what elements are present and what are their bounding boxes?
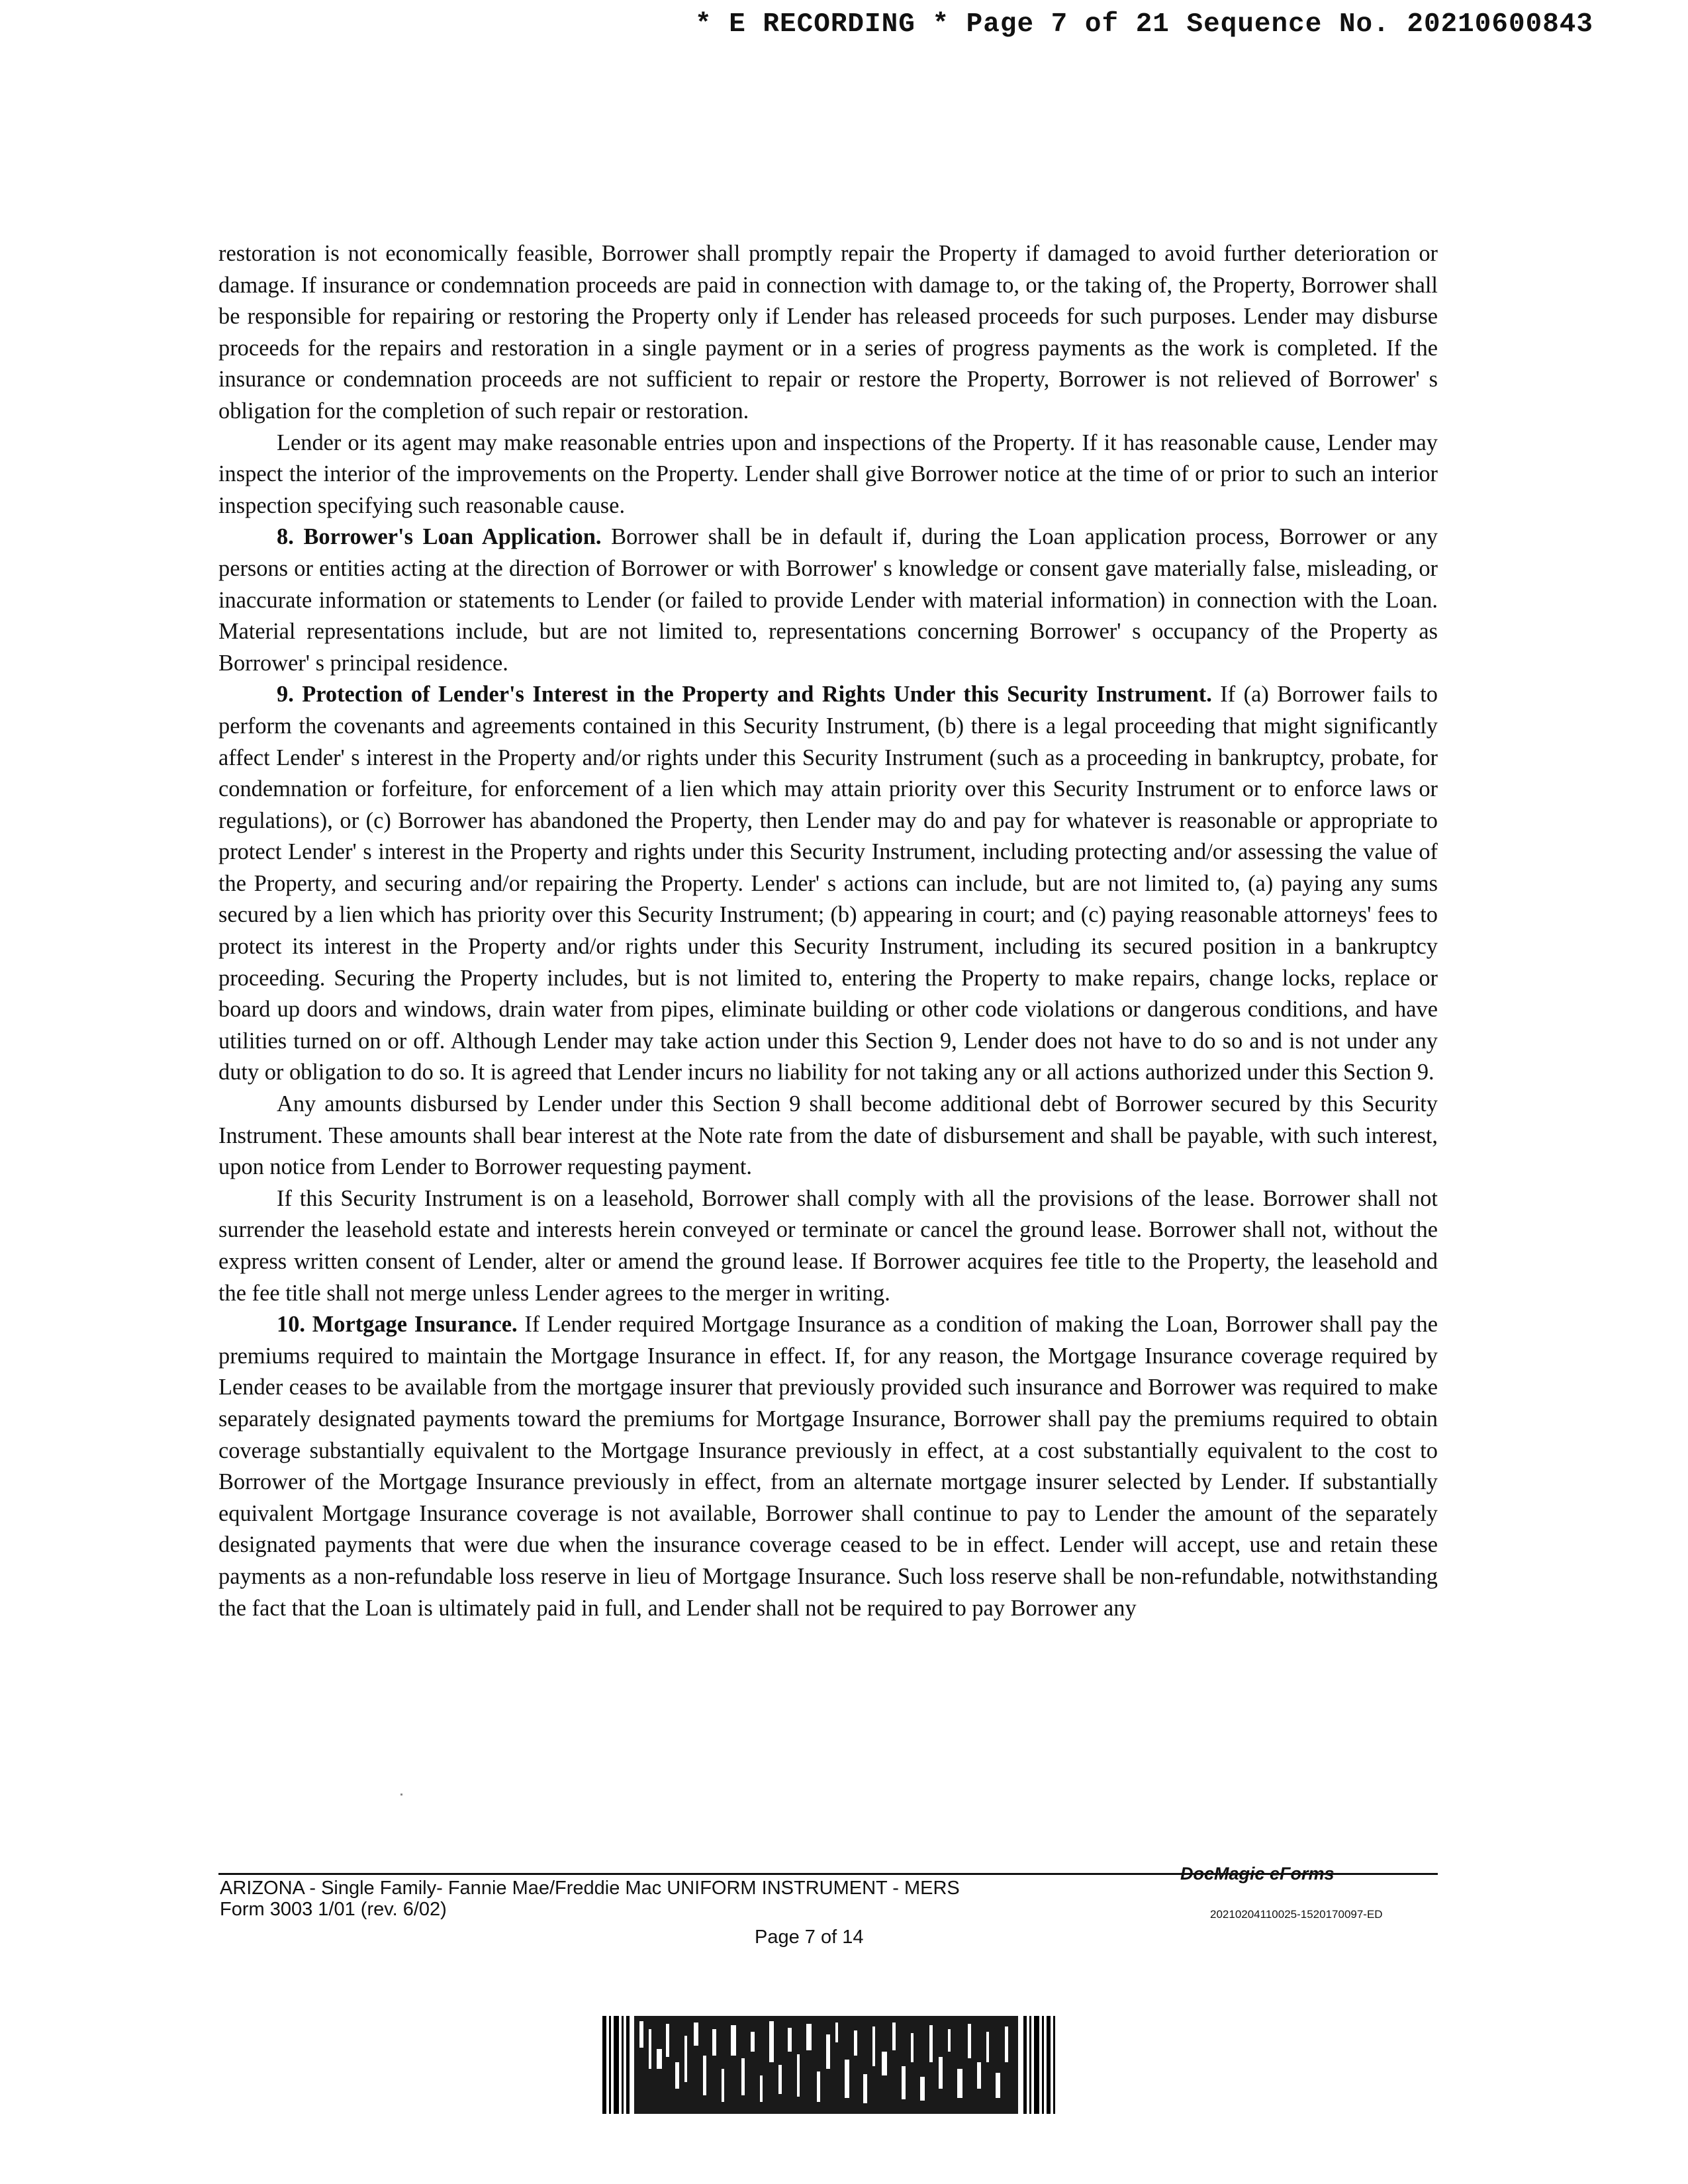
paragraph-disbursed-amounts xyxy=(218,1089,1438,1183)
document-body xyxy=(218,238,1438,1624)
paragraph-restoration xyxy=(218,238,1438,428)
form-identifier xyxy=(220,1878,1080,1920)
page-number: Page 7 of 14 xyxy=(755,1927,864,1948)
paragraph-leasehold xyxy=(218,1183,1438,1309)
docmagic-brand: DocMagic eForms xyxy=(1180,1864,1335,1884)
paragraph-text: restoration is not economically feasible, Borrower shall promptly repair the Property if damaged to avoid further deterioration or damage. If insurance or condemnation proceeds are paid in connection with damage to, or the taking of, the Property, Borrower shall be responsible for repairing or restoring the Property only if Lender has released proceeds for such purposes. Lender may disburse proceeds for the repairs and restoration in a single payment or in a series of progress payments as the work is completed. If the insurance or condemnation proceeds are not sufficient to repair or restore the Property, Borrower is not relieved of Borrower' s obligation for the completion of such repair or restoration. xyxy=(218,241,1438,424)
form-number: Form 3003 1/01 (rev. 6/02) xyxy=(220,1899,447,1920)
paragraph-text: If (a) Borrower fails to perform the covenants and agreements contained in this Security Instrument, (b) there is a legal proceeding that might significantly affect Lender' s interest in the Property and/or rights under this Security Instrument (such as a proceeding in bankruptcy, probate, for condemnation or forfeiture, for enforcement of a lien which may attain priority over this Security Instrument or to enforce laws or regulations), or (c) Borrower has abandoned the Property, then Lender may do and pay for whatever is reasonable or appropriate to protect Lender' s interest in the Property and rights under this Security Instrument, including protecting and/or assessing the value of the Property, and securing and/or repairing the Property. Lender' s actions can include, but are not limited to, (a) paying any sums secured by a lien which has priority over this Security Instrument; (b) appearing in court; and (c) paying reasonable attorneys' fees to protect its interest in the Property and/or rights under this Security Instrument, including its secured position in a bankruptcy proceeding. Securing the Property includes, but is not limited to, entering the Property to make repairs, change locks, replace or board up doors and windows, drain water from pipes, eliminate building or other code violations or dangerous conditions, and have utilities turned on or off. Although Lender may take action under this Section 9, Lender does not have to do so and is not under any duty or obligation to do so. It is agreed that Lender incurs no liability for not taking any or all actions authorized under this Section 9. xyxy=(218,682,1438,1085)
barcode-image xyxy=(602,2016,1059,2114)
section-heading: 9. Protection of Lender's Interest in the Property and Rights Under this Security Instrument. xyxy=(277,682,1212,707)
paragraph-inspection xyxy=(218,428,1438,522)
paragraph-text: If Lender required Mortgage Insurance as a condition of making the Loan, Borrower shall pay the premiums required to maintain the Mortgage Insurance in effect. If, for any reason, the Mortgage Insurance coverage required by Lender ceases to be available from the mortgage insurer that previously provided such insurance and Borrower was required to make separately designated payments toward the premiums for Mortgage Insurance, Borrower shall pay the premiums required to obtain coverage substantially equivalent to the Mortgage Insurance previously in effect, at a cost substantially equivalent to the cost to Borrower of the Mortgage Insurance previously in effect, from an alternate mortgage insurer selected by Lender. If substantially equivalent Mortgage Insurance coverage is not available, Borrower shall continue to pay to Lender the amount of the separately designated payments that were due when the insurance coverage ceased to be in effect. Lender will accept, use and retain these payments as a non-refundable loss reserve in lieu of Mortgage Insurance. Such loss reserve shall be non-refundable, notwithstanding the fact that the Loan is ultimately paid in full, and Lender shall not be required to pay Borrower any xyxy=(218,1312,1438,1621)
scan-speck xyxy=(400,1794,402,1796)
barcode-bars xyxy=(602,2016,1055,2114)
form-title: ARIZONA - Single Family- Fannie Mae/Freddie Mac UNIFORM INSTRUMENT - MERS xyxy=(220,1878,960,1899)
section-heading: 10. Mortgage Insurance. xyxy=(277,1312,518,1338)
paragraph-text: If this Security Instrument is on a leasehold, Borrower shall comply with all the provisions of the lease. Borrower shall not surrender the leasehold estate and interests herein conveyed or terminate or cancel the ground lease. Borrower shall not, without the express written consent of Lender, alter or amend the ground lease. If Borrower acquires fee title to the Property, the leasehold and the fee title shall not merge unless Lender agrees to the merger in writing. xyxy=(218,1185,1438,1306)
recording-stamp: * E RECORDING * Page 7 of 21 Sequence No. 20210600843 xyxy=(695,9,1594,40)
section-9-protection-of-interest xyxy=(218,679,1438,1089)
section-10-mortgage-insurance xyxy=(218,1309,1438,1624)
section-heading: 8. Borrower's Loan Application. xyxy=(277,524,602,550)
paragraph-text: Any amounts disbursed by Lender under this Section 9 shall become additional debt of Borrower secured by this Security Instrument. These amounts shall bear interest at the Note rate from the date of disbursement and shall be payable, with such interest, upon notice from Lender to Borrower requesting payment. xyxy=(218,1091,1438,1180)
paragraph-text: Lender or its agent may make reasonable entries upon and inspections of the Property. If it has reasonable cause, Lender may inspect the interior of the improvements on the Property. Lender shall give Borrower notice at the time of or prior to such an interior inspection specifying such reasonable cause. xyxy=(218,430,1438,518)
section-8-loan-application xyxy=(218,522,1438,679)
document-id: 20210204110025-1520170097-ED xyxy=(1210,1908,1383,1921)
barcode-data-field xyxy=(634,2016,1018,2114)
paragraph-text: Borrower shall be in default if, during the Loan application process, Borrower or any persons or entities acting at the direction of Borrower or with Borrower' s knowledge or consent gave materially false, misleading, or inaccurate information or statements to Lender (or failed to provide Lender with material information) in connection with the Loan. Material representations include, but are not limited to, representations concerning Borrower' s occupancy of the Property as Borrower' s principal residence. xyxy=(218,524,1438,676)
